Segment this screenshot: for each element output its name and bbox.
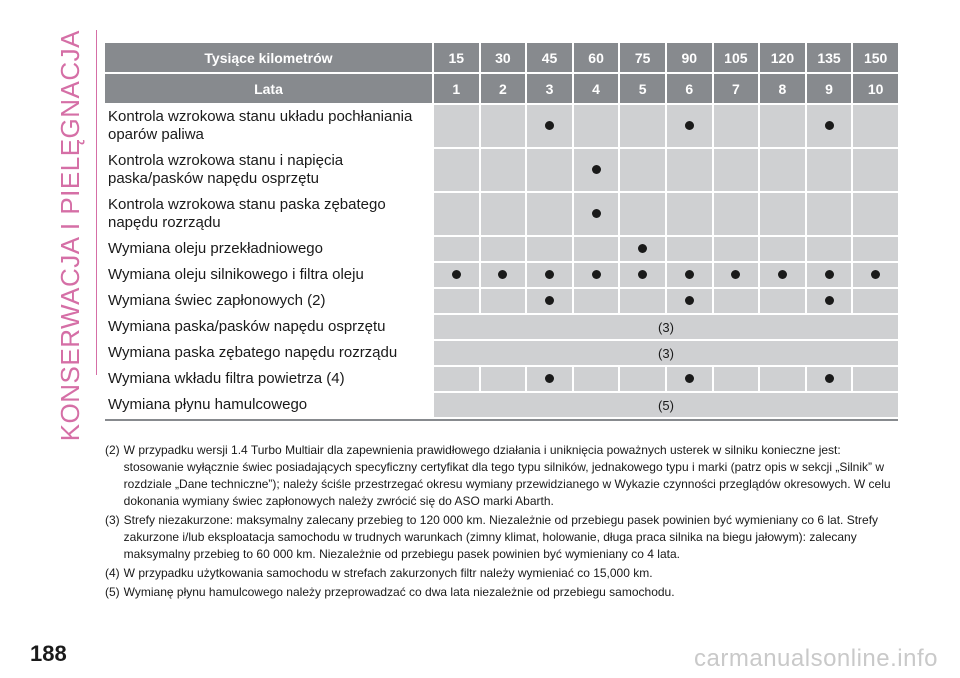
header-year-value: 5 (620, 74, 665, 103)
chapter-title-text: KONSERWACJA I PIELĘGNACJA (54, 30, 85, 442)
table-row (105, 315, 898, 339)
page-number: 188 (30, 641, 67, 666)
maintenance-schedule-table (103, 41, 900, 419)
interval-cell (667, 263, 712, 287)
table-row (105, 393, 898, 417)
footnotes (105, 442, 900, 603)
header-km-value: 15 (434, 43, 479, 72)
header-km-value: 135 (807, 43, 852, 72)
row-description: Kontrola wzrokowa stanu układu pochłaniania oparów paliwa (105, 105, 432, 147)
interval-cell (481, 105, 526, 147)
interval-cell (620, 289, 665, 313)
service-dot-icon (685, 374, 694, 383)
interval-cell (434, 105, 479, 147)
interval-cell (574, 105, 619, 147)
footnote-text: W przypadku użytkowania samochodu w strefach zakurzonych filtr należy wymieniać co 15,000 km. (123, 566, 653, 580)
interval-cell (853, 367, 898, 391)
header-km-value: 120 (760, 43, 805, 72)
interval-cell (667, 289, 712, 313)
service-dot-icon (545, 374, 554, 383)
interval-cell (714, 367, 759, 391)
header-year-value: 9 (807, 74, 852, 103)
row-description: Wymiana wkładu filtra powietrza (4) (105, 367, 432, 391)
service-dot-icon (825, 270, 834, 279)
interval-cell (760, 237, 805, 261)
header-km-value: 90 (667, 43, 712, 72)
service-dot-icon (685, 121, 694, 130)
row-description: Wymiana świec zapłonowych (2) (105, 289, 432, 313)
row-description: Wymiana paska zębatego napędu rozrządu (105, 341, 432, 365)
row-description: Wymiana oleju silnikowego i filtra oleju (105, 263, 432, 287)
interval-cell (667, 367, 712, 391)
header-year-value: 7 (714, 74, 759, 103)
row-description: Wymiana oleju przekładniowego (105, 237, 432, 261)
header-year-value: 4 (574, 74, 619, 103)
footnote-number: (2) (105, 443, 120, 457)
interval-cell (574, 263, 619, 287)
interval-cell (760, 149, 805, 191)
interval-cell (807, 149, 852, 191)
row-description: Kontrola wzrokowa stanu i napięcia paska/pasków napędu osprzętu (105, 149, 432, 191)
watermark-text: carmanualsonline.info (694, 645, 938, 672)
header-year-value: 6 (667, 74, 712, 103)
interval-note-cell: (3) (434, 341, 898, 365)
interval-cell (434, 289, 479, 313)
service-dot-icon (545, 296, 554, 305)
interval-cell (620, 367, 665, 391)
footnote (105, 565, 900, 582)
interval-cell (714, 149, 759, 191)
interval-cell (481, 193, 526, 235)
table-bottom-rule (105, 419, 898, 421)
interval-cell (807, 289, 852, 313)
schedule-body (105, 105, 898, 417)
interval-cell (667, 105, 712, 147)
maintenance-table-wrap (105, 41, 898, 421)
service-dot-icon (825, 296, 834, 305)
interval-cell (574, 237, 619, 261)
interval-cell (620, 105, 665, 147)
service-dot-icon (592, 270, 601, 279)
service-dot-icon (545, 121, 554, 130)
interval-cell (527, 263, 572, 287)
footnote-number: (3) (105, 513, 120, 527)
header-year-value: 1 (434, 74, 479, 103)
interval-cell (853, 149, 898, 191)
table-row (105, 237, 898, 261)
interval-cell (760, 367, 805, 391)
service-dot-icon (731, 270, 740, 279)
header-years-label: Lata (105, 74, 432, 103)
header-km-label: Tysiące kilometrów (105, 43, 432, 72)
interval-cell (620, 149, 665, 191)
header-km-value: 150 (853, 43, 898, 72)
header-km-value: 75 (620, 43, 665, 72)
interval-cell (434, 149, 479, 191)
interval-cell (807, 367, 852, 391)
interval-cell (527, 105, 572, 147)
interval-cell (574, 289, 619, 313)
footnote-text: W przypadku wersji 1.4 Turbo Multiair dla zapewnienia prawidłowego działania i uniknięcia poważnych usterek w silniku konieczne jest: stosowanie wyłącznie świec posiadających specyficzny certyfikat dla tego typu silników, jednakowego typu i marki (patrz opis w sekcji „Silnik” w rozdziale „Dane techniczne”); należy ściśle przestrzegać okresu wymiany przewidzianego w Wykazie czynności przeglądów okresowych. W celu dokonania wymiany świec zapłonowych należy zwrócić się do ASO marki Abarth. (123, 443, 891, 508)
interval-cell (714, 289, 759, 313)
interval-cell (434, 263, 479, 287)
header-year-value: 10 (853, 74, 898, 103)
interval-cell (527, 193, 572, 235)
footnote-number: (4) (105, 566, 120, 580)
service-dot-icon (498, 270, 507, 279)
header-km-value: 45 (527, 43, 572, 72)
interval-note-cell: (5) (434, 393, 898, 417)
interval-cell (760, 289, 805, 313)
table-row (105, 289, 898, 313)
interval-cell (714, 237, 759, 261)
interval-cell (481, 289, 526, 313)
header-km-value: 30 (481, 43, 526, 72)
footnote-number: (5) (105, 585, 120, 599)
interval-cell (481, 237, 526, 261)
interval-cell (620, 193, 665, 235)
table-row (105, 263, 898, 287)
interval-note-cell: (3) (434, 315, 898, 339)
interval-cell (481, 149, 526, 191)
interval-cell (760, 263, 805, 287)
interval-cell (527, 237, 572, 261)
interval-cell (574, 193, 619, 235)
service-dot-icon (871, 270, 880, 279)
footnote (105, 584, 900, 601)
interval-cell (434, 367, 479, 391)
interval-cell (574, 367, 619, 391)
header-km-value: 105 (714, 43, 759, 72)
service-dot-icon (825, 121, 834, 130)
table-row (105, 149, 898, 191)
header-year-value: 3 (527, 74, 572, 103)
interval-cell (714, 105, 759, 147)
interval-cell (853, 105, 898, 147)
row-description: Kontrola wzrokowa stanu paska zębatego napędu rozrządu (105, 193, 432, 235)
footnote (105, 442, 900, 510)
interval-cell (807, 263, 852, 287)
service-dot-icon (545, 270, 554, 279)
table-row (105, 367, 898, 391)
service-dot-icon (685, 270, 694, 279)
table-row (105, 105, 898, 147)
interval-cell (667, 237, 712, 261)
interval-cell (527, 367, 572, 391)
interval-cell (853, 289, 898, 313)
interval-cell (434, 237, 479, 261)
header-row-km (105, 43, 898, 72)
interval-cell (760, 193, 805, 235)
service-dot-icon (638, 244, 647, 253)
interval-cell (714, 263, 759, 287)
interval-cell (714, 193, 759, 235)
interval-cell (807, 237, 852, 261)
chapter-side-title (52, 30, 88, 442)
header-year-value: 8 (760, 74, 805, 103)
footnote (105, 512, 900, 563)
interval-cell (807, 105, 852, 147)
interval-cell (620, 237, 665, 261)
service-dot-icon (778, 270, 787, 279)
service-dot-icon (592, 165, 601, 174)
service-dot-icon (592, 209, 601, 218)
interval-cell (481, 367, 526, 391)
interval-cell (853, 263, 898, 287)
side-divider (96, 30, 97, 375)
interval-cell (853, 237, 898, 261)
interval-cell (667, 193, 712, 235)
row-description: Wymiana paska/pasków napędu osprzętu (105, 315, 432, 339)
interval-cell (527, 149, 572, 191)
service-dot-icon (452, 270, 461, 279)
footnote-text: Wymianę płynu hamulcowego należy przeprowadzać co dwa lata niezależnie od przebiegu samochodu. (123, 585, 675, 599)
service-dot-icon (685, 296, 694, 305)
table-row (105, 341, 898, 365)
row-description: Wymiana płynu hamulcowego (105, 393, 432, 417)
interval-cell (620, 263, 665, 287)
interval-cell (853, 193, 898, 235)
interval-cell (807, 193, 852, 235)
service-dot-icon (638, 270, 647, 279)
header-row-years (105, 74, 898, 103)
header-year-value: 2 (481, 74, 526, 103)
service-dot-icon (825, 374, 834, 383)
interval-cell (667, 149, 712, 191)
interval-cell (434, 193, 479, 235)
header-km-value: 60 (574, 43, 619, 72)
interval-cell (527, 289, 572, 313)
footnote-text: Strefy niezakurzone: maksymalny zalecany przebieg to 120 000 km. Niezależnie od przebiegu pasek powinien być wymieniany co 6 lat. Strefy zakurzone i/lub eksploatacja samochodu w trudnych warunkach (zimny klimat, holowanie, długa praca silnika na biegu jałowym): zalecany maksymalny przebieg to 60 000 km. Niezależnie od przebiegu pasek powinien być wymieniany co 4 lata. (123, 513, 879, 561)
interval-cell (760, 105, 805, 147)
interval-cell (574, 149, 619, 191)
interval-cell (481, 263, 526, 287)
table-row (105, 193, 898, 235)
